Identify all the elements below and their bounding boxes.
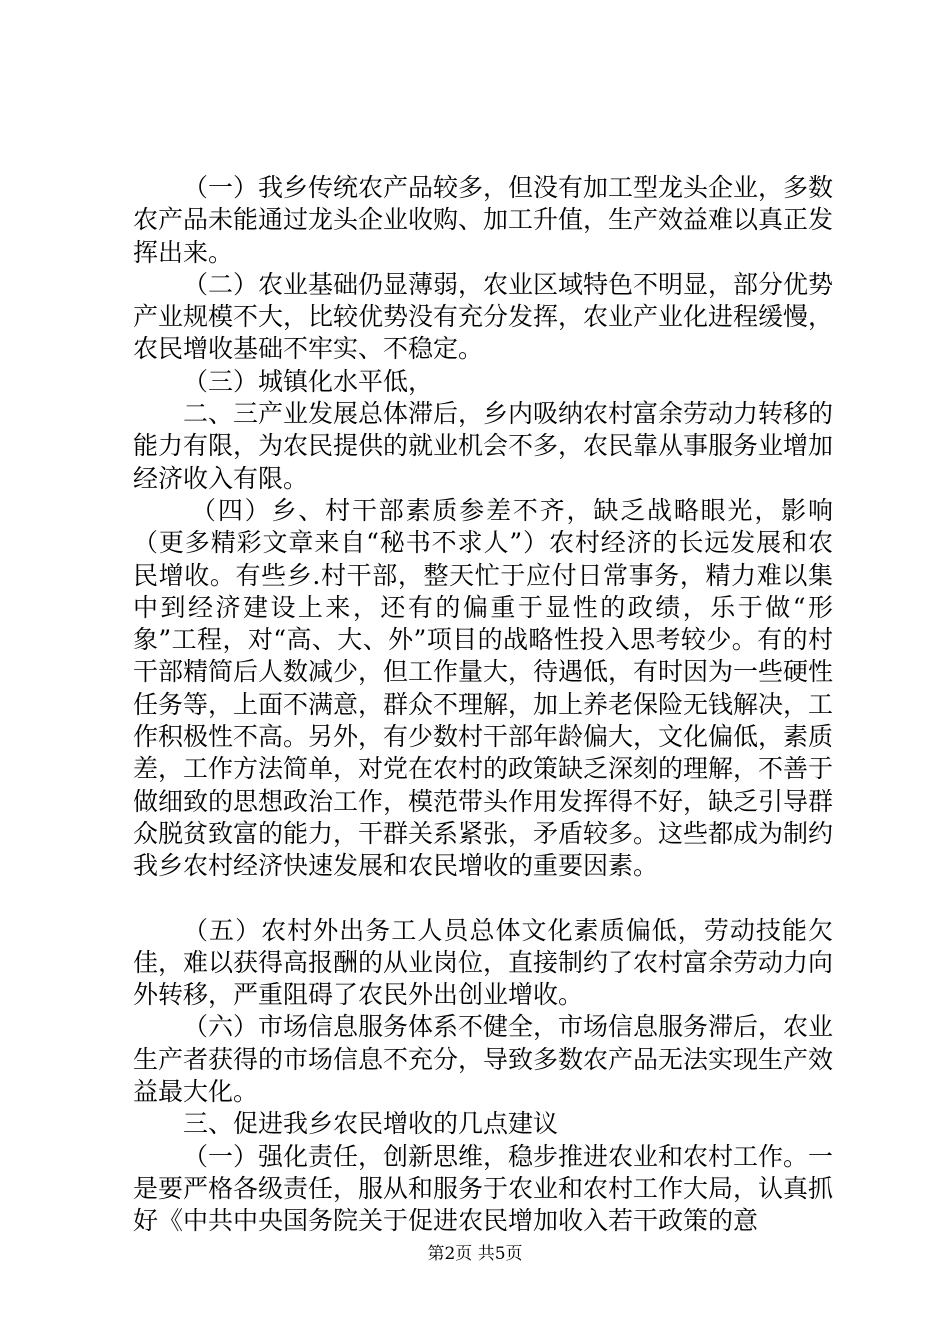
section-heading-3: 三、促进我乡农民增收的几点建议 bbox=[183, 1109, 559, 1139]
paragraph-4: 二、三产业发展总体滞后，乡内吸纳农村富余劳动力转移的能力有限，为农民提供的就业机会不多，农民靠从事服务业增加经济收入有限。 bbox=[133, 399, 834, 493]
paragraph-2: （二）农业基础仍显薄弱，农业区域特色不明显，部分优势产业规模不大，比较优势没有充分发挥，农业产业化进程缓慢，农民增收基础不牢实、不稳定。 bbox=[133, 269, 834, 364]
document-body bbox=[133, 172, 833, 1238]
paragraph-7: （六）市场信息服务体系不健全，市场信息服务滞后，农业生产者获得的市场信息不充分，导致多数农产品无法实现生产效益最大化。 bbox=[133, 1012, 834, 1107]
paragraph-1: （一）我乡传统农产品较多，但没有加工型龙头企业，多数农产品未能通过龙头企业收购、加工升值，生产效益难以真正发挥出来。 bbox=[133, 173, 834, 267]
paragraph-5: （四）乡、村干部素质参差不齐，缺乏战略眼光，影响（更多精彩文章来自“秘书不求人”）农村经济的长远发展和农民增收。有些乡.村干部，整天忙于应付日常事务，精力难以集中到经济建设上来，还有的偏重于显性的政绩，乐于做“形象”工程，对“高、大、外”项目的战略性投入思考较少。有的村干部精简后人数减少，但工作量大，待遇低，有时因为一些硬性任务等，上面不满意，群众不理解，加上养老保险无钱解决，工作积极性不高。另外，有少数村干部年龄偏大，文化偏低，素质差，工作方法简单，对党在农村的政策缺乏深刻的理解，不善于做细致的思想政治工作，模范带头作用发挥得不好，缺乏引导群众脱贫致富的能力，干群关系紧张，矛盾较多。这些都成为制约我乡农村经济快速发展和农民增收的重要因素。 bbox=[133, 495, 834, 881]
paragraph-8: （一）强化责任，创新思维，稳步推进农业和农村工作。一是要严格各级责任，服从和服务于农业和农村工作大局，认真抓好《中共中央国务院关于促进农民增加收入若干政策的意 bbox=[133, 1141, 834, 1236]
paragraph-6: （五）农村外出务工人员总体文化素质偏低，劳动技能欠佳，难以获得高报酬的从业岗位，直接制约了农村富余劳动力向外转移，严重阻碍了农民外出创业增收。 bbox=[133, 915, 834, 1010]
paragraph-3: （三）城镇化水平低， bbox=[183, 366, 434, 396]
page-number-footer: 第2页 共5页 bbox=[427, 1244, 523, 1264]
